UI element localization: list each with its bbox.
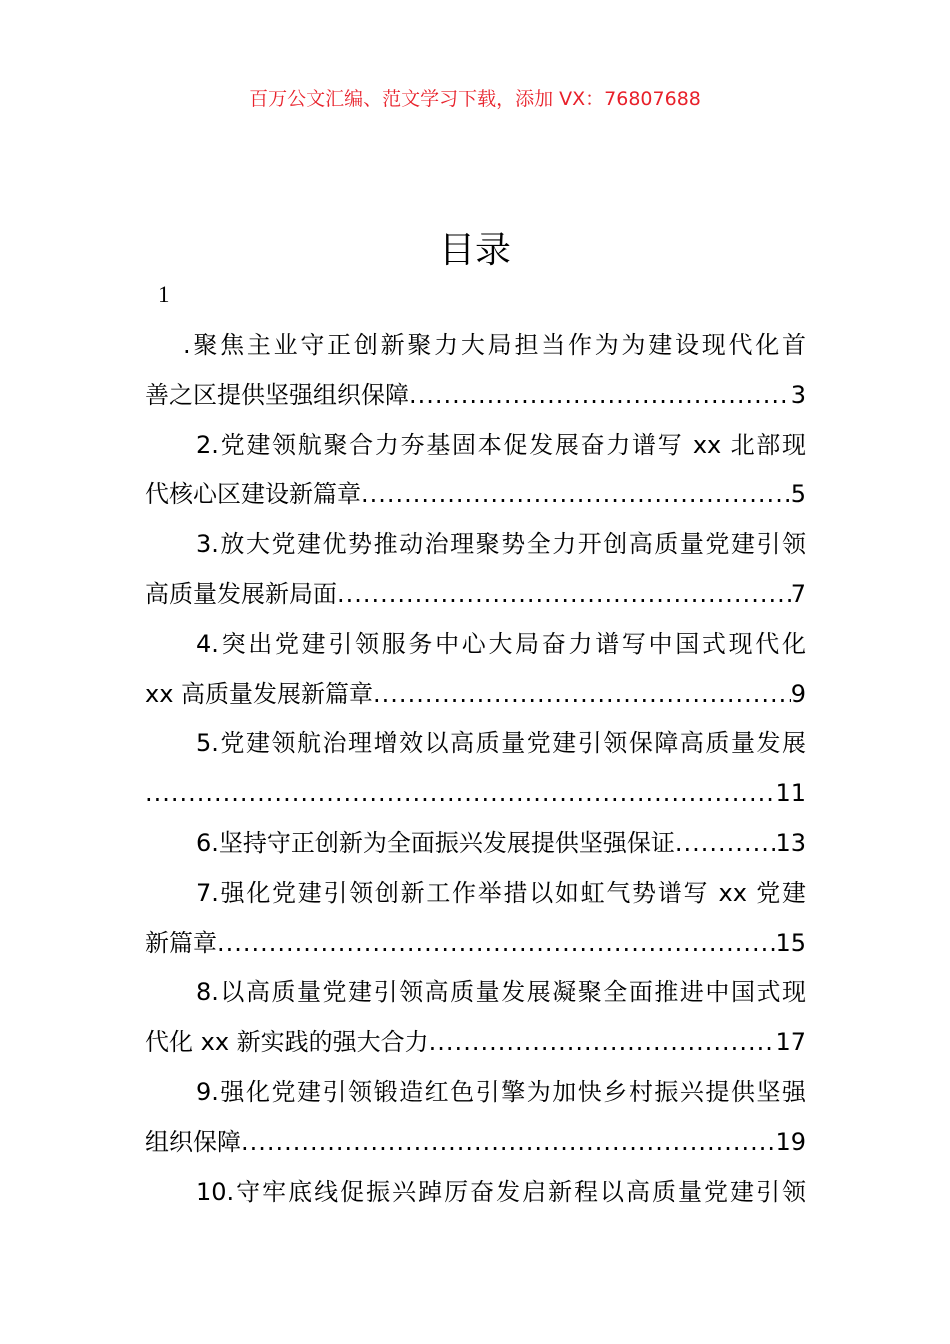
toc-entry-title: 3.放大党建优势推动治理聚势全力开创高质量党建引领 (196, 530, 806, 559)
toc-entry-title-cont: 高质量发展新局面 (145, 579, 337, 608)
toc-entry[interactable] (145, 1072, 806, 1172)
toc-entry-title-cont: 新篇章 (145, 928, 217, 957)
toc-entry-title-cont: 善之区提供坚强组织保障 (145, 380, 409, 409)
dot-leader (217, 923, 775, 973)
page-number: 15 (775, 928, 806, 957)
toc-entry-title: .聚焦主业守正创新聚力大局担当作为为建设现代化首 (183, 331, 806, 359)
watermark-text: 百万公文汇编、范文学习下载，添加 VX：76807688 (249, 88, 701, 110)
dot-leader (145, 773, 775, 823)
toc-entry-title: 9.强化党建引领锻造红色引擎为加快乡村振兴提供坚强 (196, 1077, 806, 1106)
dot-leader (373, 674, 791, 724)
toc-entry[interactable] (145, 1172, 806, 1222)
toc-entry[interactable] (145, 723, 806, 823)
toc-entry-title-cont: xx 高质量发展新篇章 (145, 679, 374, 708)
dot-leader (675, 823, 776, 873)
page-number: 11 (775, 779, 806, 808)
toc-entry-title: 4.突出党建引领服务中心大局奋力谱写中国式现代化 (196, 629, 806, 658)
toc-entry-title: 8.以高质量党建引领高质量发展凝聚全面推进中国式现 (196, 978, 806, 1007)
dot-leader (409, 375, 791, 425)
toc-entry-title-cont: 组织保障 (145, 1127, 241, 1156)
page-number: 19 (775, 1127, 806, 1156)
page-number: 13 (775, 828, 806, 857)
page-number: 17 (775, 1028, 806, 1057)
toc-entry[interactable] (145, 524, 806, 624)
page-number: 3 (790, 380, 806, 409)
table-of-contents (145, 325, 806, 1221)
dot-leader (429, 1022, 776, 1072)
toc-entry-title-cont: 代化 xx 新实践的强大合力 (145, 1028, 429, 1057)
toc-entry-title: 5.党建领航治理增效以高质量党建引领保障高质量发展 (196, 729, 806, 758)
entry-number: 1 (158, 282, 170, 307)
dot-leader (337, 574, 791, 624)
page-title: 目录 (438, 230, 511, 271)
page-number: 5 (790, 480, 806, 509)
toc-entry[interactable] (145, 823, 806, 873)
toc-entry-title: 7.强化党建引领创新工作举措以如虹气势谱写 xx 党建 (196, 878, 806, 907)
toc-entry[interactable] (145, 873, 806, 973)
toc-entry[interactable] (145, 425, 806, 525)
toc-entry[interactable] (145, 325, 806, 425)
dot-leader (241, 1122, 775, 1172)
toc-entry[interactable] (145, 972, 806, 1072)
toc-entry[interactable] (145, 624, 806, 724)
page-number: 7 (790, 579, 806, 608)
toc-entry-title: 6.坚持守正创新为全面振兴发展提供坚强保证 (196, 828, 675, 857)
page-number: 9 (790, 679, 806, 708)
dot-leader (361, 474, 791, 524)
toc-entry-title: 2.党建领航聚合力夯基固本促发展奋力谱写 xx 北部现 (196, 430, 806, 459)
toc-entry-title: 10.守牢底线促振兴踔厉奋发启新程以高质量党建引领 (196, 1177, 806, 1206)
toc-entry-title-cont: 代核心区建设新篇章 (145, 480, 361, 509)
